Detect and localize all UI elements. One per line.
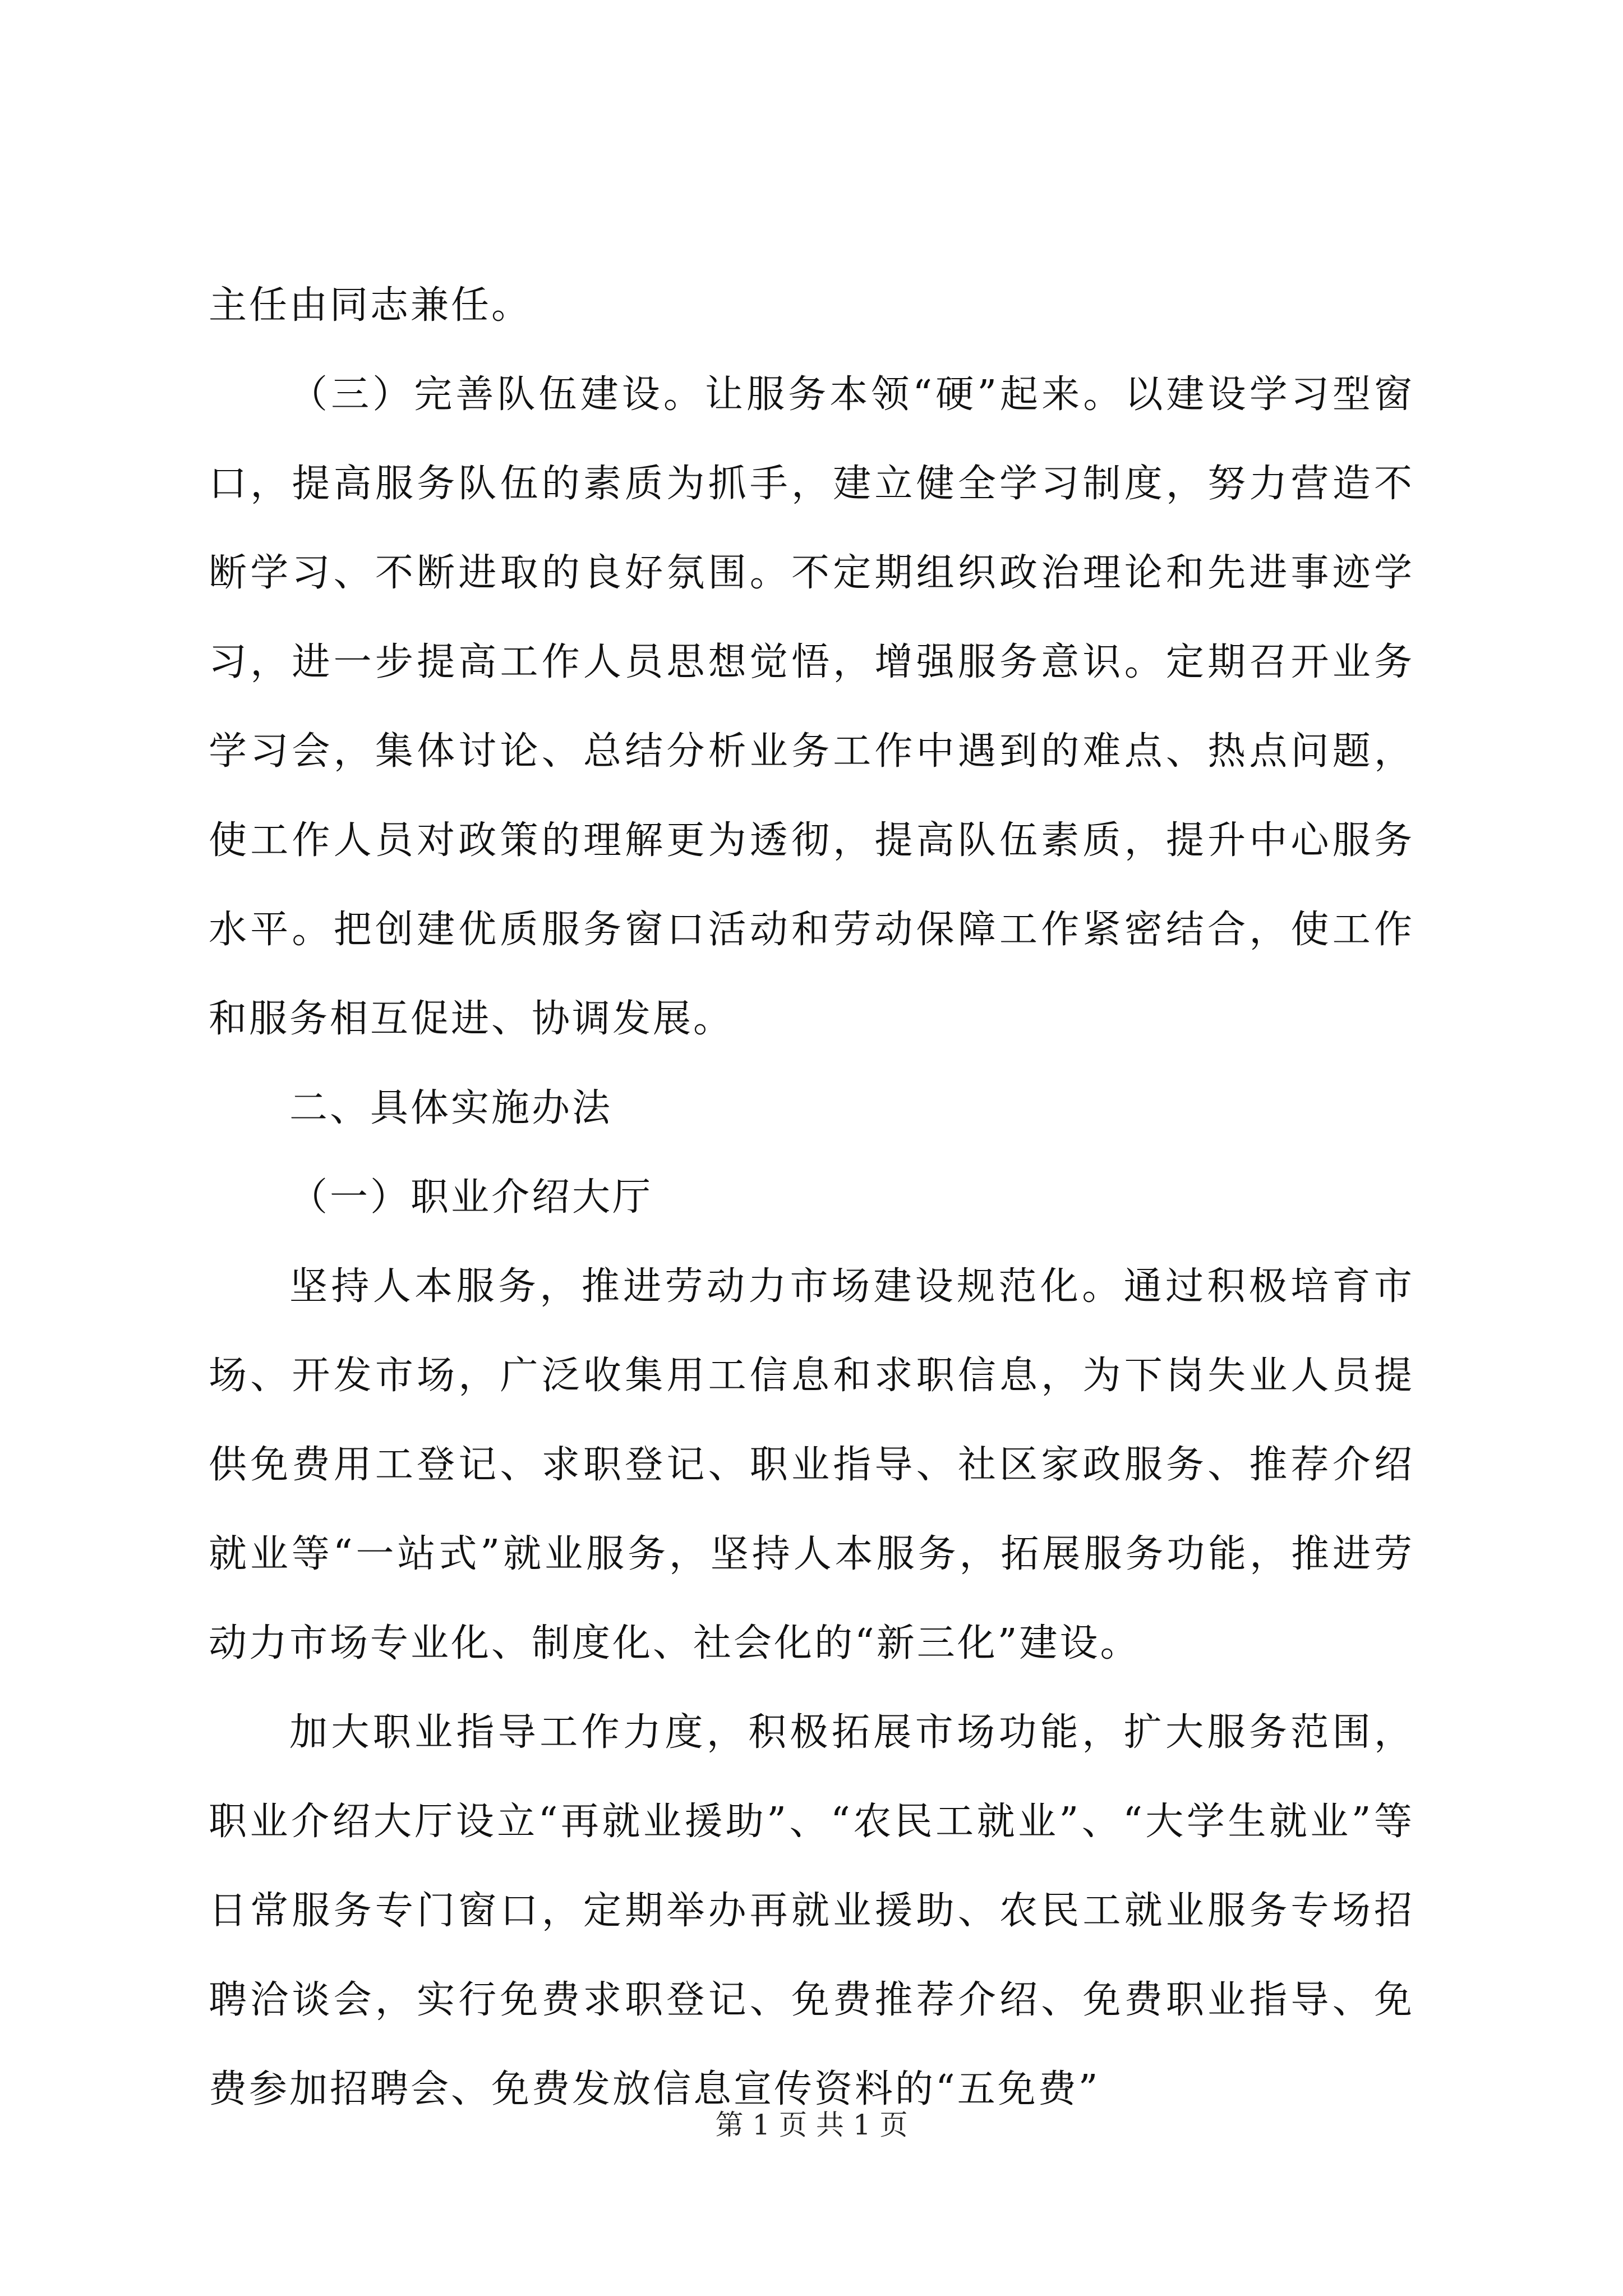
paragraph-people-oriented-service: 坚持人本服务，推进劳动力市场建设规范化。通过积极培育市场、开发市场，广泛收集用工信息和求职信息，为下岗失业人员提供免费用工登记、求职登记、职业指导、社区家政服务、推荐介绍就业等“一站式”就业服务，坚持人本服务，拓展服务功能，推进劳动力市场专业化、制度化、社会化的“新三化”建设。 [209, 1264, 1414, 1665]
subsection-heading-job-hall: （一）职业介绍大厅 [289, 1175, 653, 1220]
paragraph-team-building: （三）完善队伍建设。让服务本领“硬”起来。以建设学习型窗口，提高服务队伍的素质为抓手，建立健全学习制度，努力营造不断学习、不断进取的良好氛围。不定期组织政治理论和先进事迹学习，进一步提高工作人员思想觉悟，增强服务意识。定期召开业务学习会，集体讨论、总结分析业务工作中遇到的难点、热点问题，使工作人员对政策的理解更为透彻，提高队伍素质，提升中心服务水平。把创建优质服务窗口活动和劳动保障工作紧密结合，使工作和服务相互促进、协调发展。 [209, 372, 1414, 1041]
paragraph-continuation: 主任由同志兼任。 [209, 283, 532, 328]
section-heading-implementation: 二、具体实施办法 [289, 1086, 613, 1130]
paragraph-career-guidance: 加大职业指导工作力度，积极拓展市场功能，扩大服务范围，职业介绍大厅设立“再就业援助”、“农民工就业”、“大学生就业”等日常服务专门窗口，定期举办再就业援助、农民工就业服务专场招聘洽谈会，实行免费求职登记、免费推荐介绍、免费职业指导、免费参加招聘会、免费发放信息宣传资料的“五免费” [209, 1710, 1414, 2111]
page-footer: 第 1 页 共 1 页 [715, 2109, 908, 2141]
document-body [209, 261, 1414, 2134]
